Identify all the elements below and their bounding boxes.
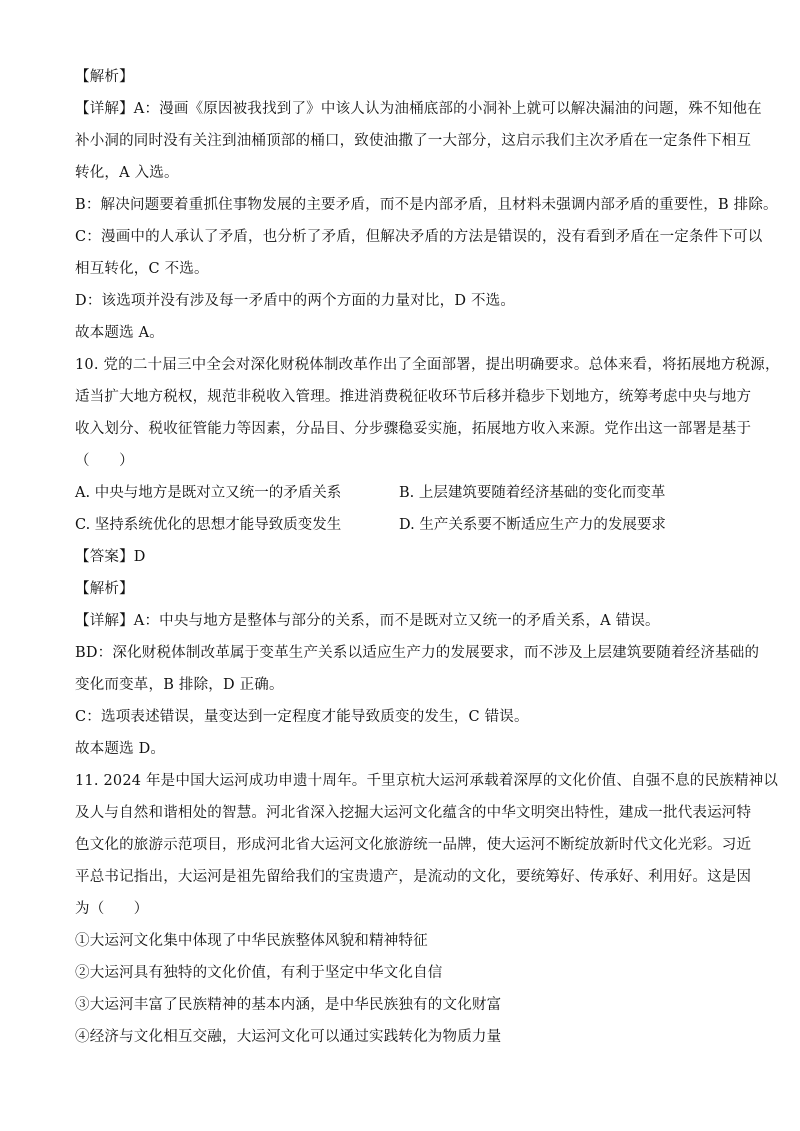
option-c-analysis: C：选项表述错误，量变达到一定程度才能导致质变的发生，C 错误。 [75, 709, 529, 725]
statement-item: ②大运河具有独特的文化价值，有利于坚定中华文化自信 [75, 965, 443, 981]
question-stem-line: 10. 党的二十届三中全会对深化财税体制改革作出了全面部署，提出明确要求。总体来看，将拓展地方税源， [75, 357, 780, 373]
option-c: C. 坚持系统优化的思想才能导致质变发生 [75, 517, 342, 533]
question-stem-line: 11. 2024 年是中国大运河成功申遗十周年。千里京杭大运河承载着深厚的文化价值、自强不息的民族精神以 [75, 773, 779, 789]
detail-text-line: 补小洞的同时没有关注到油桶顶部的桶口，致使油撒了一大部分，这启示我们主次矛盾在一定条件下相互 [75, 133, 752, 149]
option-d: D. 生产关系要不断适应生产力的发展要求 [399, 517, 666, 533]
conclusion: 故本题选 A。 [75, 325, 164, 341]
question-stem-line: 色文化的旅游示范项目，形成河北省大运河文化旅游统一品牌，使大运河不断绽放新时代文化光彩。习近 [75, 837, 752, 853]
question-blank: 为（ ） [75, 901, 149, 917]
answer-label: 【答案】D [75, 549, 146, 565]
detail-text-line: 【详解】A：漫画《原因被我找到了》中该人认为油桶底部的小洞补上就可以解决漏油的问题，殊不知他在 [75, 101, 762, 117]
detail-text-line: 转化，A 入选。 [75, 165, 179, 181]
statement-item: ④经济与文化相互交融，大运河文化可以通过实践转化为物质力量 [75, 1029, 502, 1045]
question-blank: （ ） [75, 453, 134, 469]
question-stem-line: 收入划分、税收征管能力等因素，分品目、分步骤稳妥实施，拓展地方收入来源。党作出这一部署是基于 [75, 421, 752, 437]
option-b-analysis: B：解决问题要着重抓住事物发展的主要矛盾，而不是内部矛盾，且材料未强调内部矛盾的重要性，B 排除。 [75, 197, 778, 213]
detail-text-line: 【详解】A：中央与地方是整体与部分的关系，而不是既对立又统一的矛盾关系，A 错误。 [75, 613, 660, 629]
option-bd-analysis: 变化而变革，B 排除，D 正确。 [75, 677, 284, 693]
option-d-analysis: D：该选项并没有涉及每一矛盾中的两个方面的力量对比，D 不选。 [75, 293, 516, 309]
analysis-label: 【解析】 [75, 581, 134, 597]
option-a: A. 中央与地方是既对立又统一的矛盾关系 [75, 485, 342, 501]
question-stem-line: 平总书记指出，大运河是祖先留给我们的宝贵遗产，是流动的文化，要统筹好、传承好、利用好。这是因 [75, 869, 752, 885]
statement-item: ①大运河文化集中体现了中华民族整体风貌和精神特征 [75, 933, 428, 949]
analysis-label: 【解析】 [75, 69, 134, 85]
conclusion: 故本题选 D。 [75, 741, 166, 757]
option-c-analysis: C：漫画中的人承认了矛盾，也分析了矛盾，但解决矛盾的方法是错误的，没有看到矛盾在一定条件下可以 [75, 229, 763, 245]
statement-item: ③大运河丰富了民族精神的基本内涵，是中华民族独有的文化财富 [75, 997, 502, 1013]
option-b: B. 上层建筑要随着经济基础的变化而变革 [399, 485, 666, 501]
option-bd-analysis: BD：深化财税体制改革属于变革生产关系以适应生产力的发展要求，而不涉及上层建筑要随着经济基础的 [75, 645, 760, 661]
option-c-analysis: 相互转化，C 不选。 [75, 261, 209, 277]
question-stem-line: 适当扩大地方税权，规范非税收入管理。推进消费税征收环节后移并稳步下划地方，统筹考虑中央与地方 [75, 389, 752, 405]
question-stem-line: 及人与自然和谐相处的智慧。河北省深入挖掘大运河文化蕴含的中华文明突出特性，建成一批代表运河特 [75, 805, 752, 821]
